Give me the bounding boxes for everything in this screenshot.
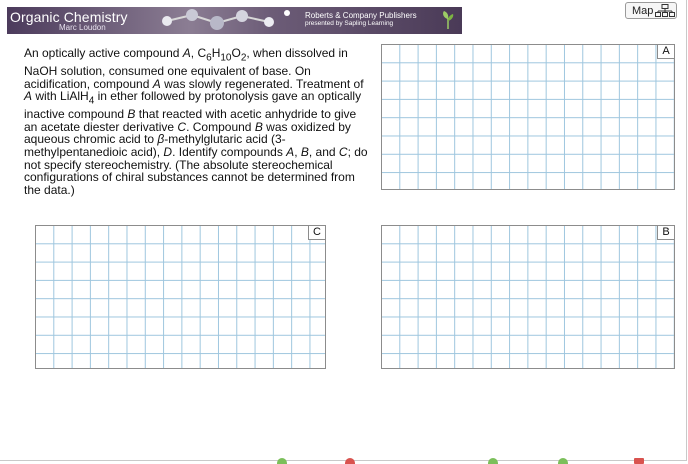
sapling-leaf-icon [441, 10, 455, 30]
sitemap-icon [655, 4, 675, 17]
canvas-label-b: B [657, 225, 675, 240]
status-icon-2[interactable] [345, 458, 355, 464]
canvas-label-c: C [308, 225, 326, 240]
canvas-label-a: A [657, 44, 675, 59]
status-icon-5[interactable] [634, 458, 644, 464]
book-title: Organic Chemistry [10, 9, 128, 25]
publisher-subtitle: presented by Sapling Learning [305, 20, 394, 27]
status-icon-4[interactable] [558, 458, 568, 464]
status-icon-3[interactable] [488, 458, 498, 464]
publisher-name: Roberts & Company Publishers [305, 11, 417, 20]
map-button-label: Map [632, 4, 654, 17]
drawing-canvas-b[interactable] [381, 225, 675, 369]
drawing-canvas-c[interactable] [35, 225, 326, 369]
course-banner [7, 7, 462, 34]
drawing-canvas-a[interactable] [381, 44, 675, 190]
question-text [24, 47, 372, 196]
molecule-graphic-icon [157, 7, 297, 34]
status-icon-1[interactable] [277, 458, 287, 464]
book-author: Marc Loudon [59, 23, 106, 32]
map-button[interactable] [625, 2, 677, 19]
question-paragraph: An optically active compound A, $C_6H_{10}O_2$, when dissolved in NaOH solution, consumed one equivalent of base. On acidification, compound A was slowly regenerated. Treatment of A with LiAlH$_4$ in ether followed by protonolysis gave an optically inactive compound B that reacted with acetic anhydride to give an acetate diester derivative C. Compound B was oxidized by aqueous chromic acid to β-methylglutaric acid (3-methylpentanedioic acid), D. Identify compounds A, B, and C; do not specify stereochemistry. (The absolute stereochemical configurations of chiral substances cannot be determined from the data.) [24, 46, 368, 197]
